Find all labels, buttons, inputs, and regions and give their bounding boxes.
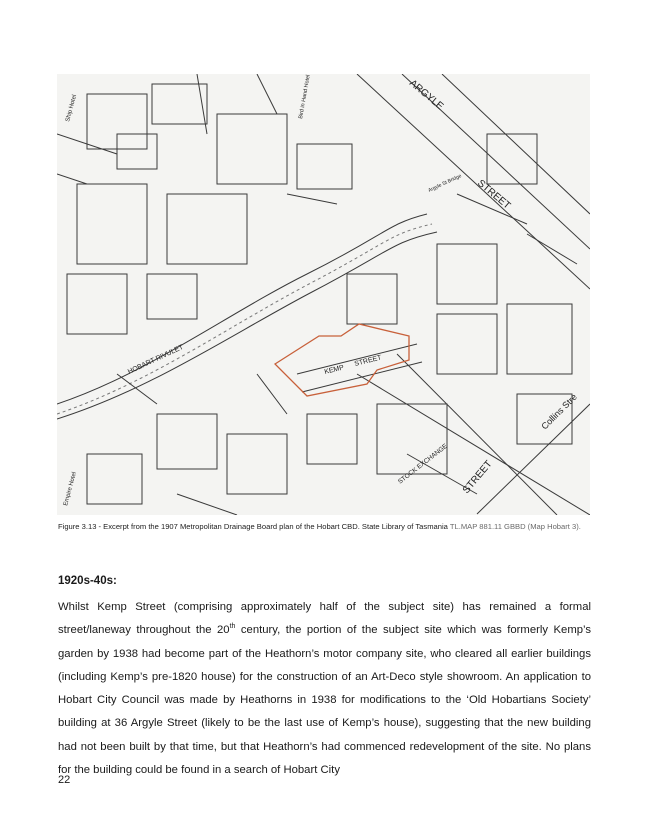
paragraph-text-start: Whilst Kemp Street (comprising approximately half of the subject site) has remained a formal street/laneway throughout the 20 <box>58 601 591 637</box>
figure-caption-text: Figure 3.13 - Excerpt from the 1907 Metropolitan Drainage Board plan of the Hobart CBD. State Library of Tasmania <box>58 522 448 531</box>
historic-drainage-map <box>57 74 590 515</box>
map-label-empire-hotel: Empire Hotel <box>63 471 78 507</box>
map-label-collins-street: Collins Stre <box>539 391 579 432</box>
map-label-kemp: KEMP <box>323 364 345 376</box>
paragraph-text-rest: century, the portion of the subject site which was formerly Kemp’s garden by 1938 had become part of the Heathorn’s motor company site, who cleared all earlier buildings (including Kemp’s pre-1820 house) for the construction of an Art-Deco style showroom. An application to Hobart City Council was made by Heathorns in 1938 for modifications to the ‘Old Hobartians Society’ building at 36 Argyle Street (likely to be the last use of Kemp’s house), suggesting that the new building had not been built by that time, but that Heathorn’s had commenced redevelopment of the site. No plans for the building could be found in a search of Hobart City <box>58 624 591 777</box>
map-label-ship-hotel: Ship Hotel <box>65 94 79 123</box>
figure-caption-citation: TL.MAP 881.11 GBBD (Map Hobart 3). <box>449 522 581 531</box>
map-label-street-bottom: STREET <box>460 458 495 496</box>
map-label-hobart-rivulet: HOBART RIVULET <box>126 343 185 376</box>
map-label-kemp-street: STREET <box>353 354 383 368</box>
map-label-stock-exchange: STOCK EXCHANGE <box>396 442 449 486</box>
map-label-bird-in-hand: Bird in Hand Hotel <box>298 74 312 120</box>
figure-caption <box>58 522 598 532</box>
map-label-street-right: STREET <box>475 177 513 212</box>
map-label-argyle: ARGYLE <box>407 77 446 113</box>
body-paragraph <box>58 596 591 782</box>
page-number: 22 <box>58 774 71 786</box>
ordinal-superscript: th <box>229 623 236 631</box>
section-heading: 1920s-40s: <box>58 575 117 587</box>
map-label-argyle-bridge: Argyle St Bridge <box>427 173 463 194</box>
